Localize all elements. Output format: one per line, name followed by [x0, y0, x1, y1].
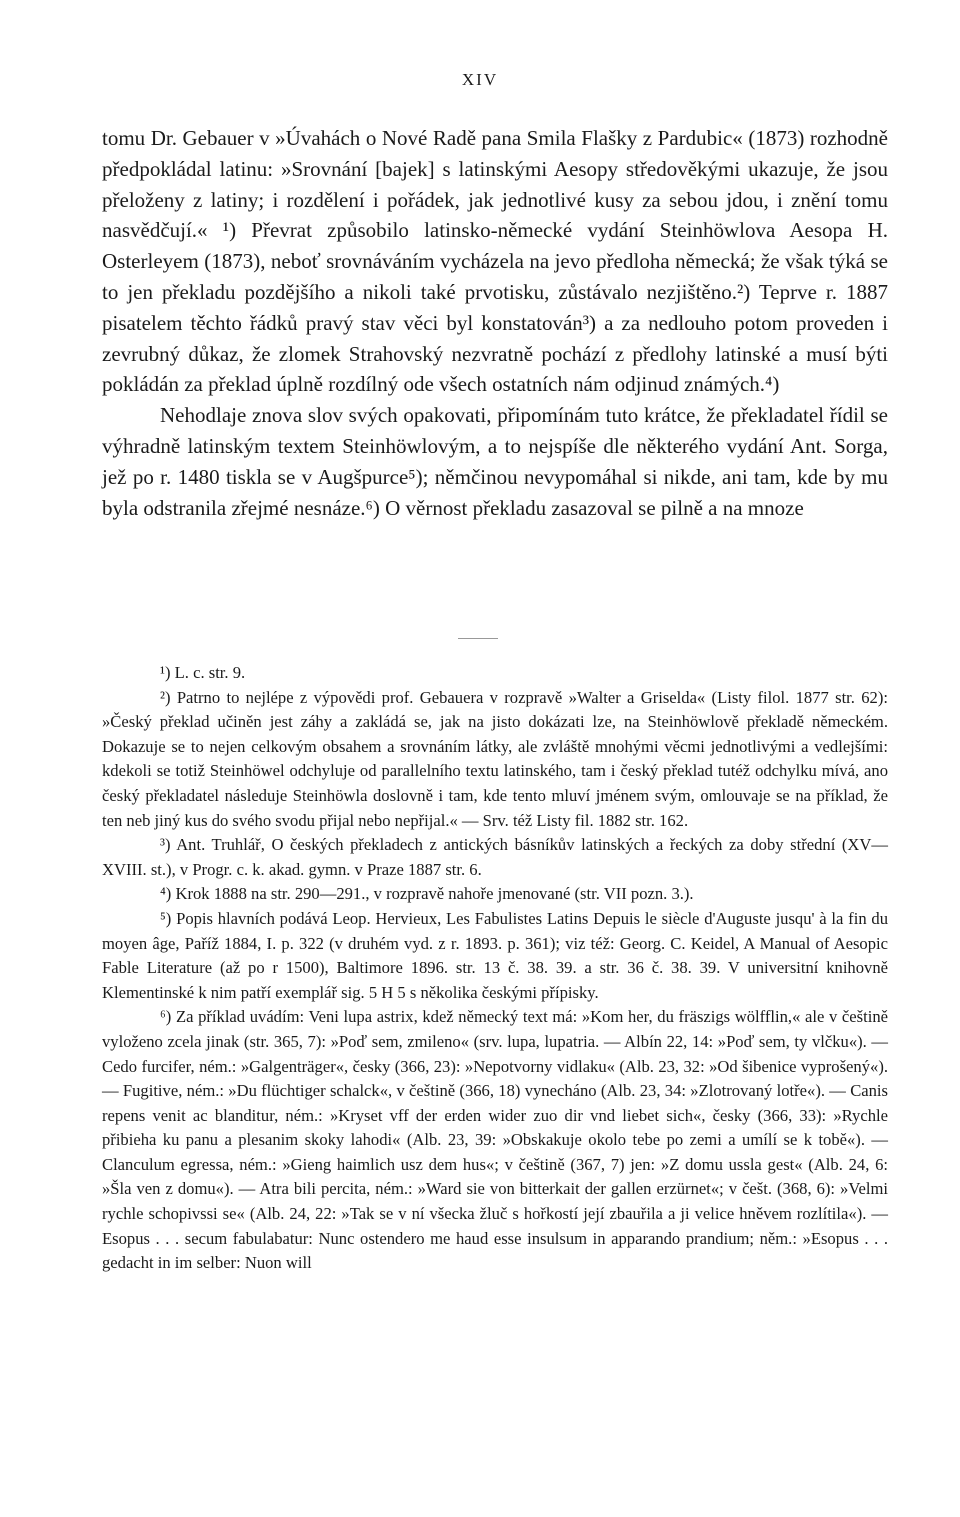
footnote-6: ⁶) Za příklad uvádím: Veni lupa astrix, kdež německý text má: »Kom her, du fräszigs wölfflin,« ale v češtině vyloženo zcela jinak (str. 365, 7): »Poď sem, zmileno« (srv. lupa, lupatria. — Albín 22, 14: »Poď sem, ty vlčku«). — Cedo furcifer, ném.: »Galgenträger«, česky (366, 23): »Nepotvorny vidlaku« (Alb. 23, 32: »Od šibenice vyprošený«). — Fugitive, ném.: »Du flüchtiger schalck«, v češtině (366, 18) vynecháno (Alb. 23, 34: »Zlotrovaný lotře«). — Canis repens venit ac blanditur, ném.: »Kryset vff der erden wider zuo dir vnd liebet sich«, česky (366, 33): »Rychle přibieha ku panu a plesanim skoky lahodi« (Alb. 23, 39: »Obskakuje okolo tebe po zemi a umílí se k tobě«). — Clanculum egressa, ném.: »Gieng haimlich usz dem hus«; v češtině (367, 7) jen: »Z domu ussla gest« (Alb. 24, 6: »Šla ven z domu«). — Atra bili percita, ném.: »Ward sie von bitterkait der gallen erzürnet«; v češt. (368, 6): »Velmi rychle schopivssi se« (Alb. 24, 22: »Tak se v ní všecka žluč s hořkostí její zbauřila a ji velice hněvem rozlítila«). — Esopus . . . secum fabulabatur: Nunc ostendero me haud esse insulsum in apparando prandium; něm.: »Esopus . . . gedacht in im selber: Nuon will	[102, 1007, 888, 1273]
paragraph: Nehodlaje znova slov svých opakovati, připomínám tuto krátce, že překladatel řídil se výhradně latinským textem Steinhöwlovým, a to nejspíše dle některého vydání Ant. Sorga, jež po r. 1480 tiskla se v Augšpurce⁵); němčinou nevypomáhal si nikde, ani tam, kde by mu byla odstranila zřejmé nesnáze.⁶) O věrnost překladu zasazoval se pilně a na mnoze	[102, 403, 888, 520]
footnotes	[102, 661, 888, 1276]
footnote-3: ³) Ant. Truhlář, O českých překladech z antických básníkův latinských a řeckých za doby střední (XV—XVIII. st.), v Progr. c. k. akad. gymn. v Praze 1887 str. 6.	[102, 835, 888, 879]
footnote-4: ⁴) Krok 1888 na str. 290—291., v rozpravě nahoře jmenované (str. VII pozn. 3.).	[160, 884, 694, 904]
page-number: XIV	[461, 70, 499, 89]
main-text	[102, 123, 888, 523]
footnote-1: ¹) L. c. str. 9.	[160, 663, 246, 682]
paragraph: tomu Dr. Gebauer v »Úvahách o Nové Radě pana Smila Flašky z Pardubic« (1873) rozhodně předpokládal latinu: »Srovnání [bajek] s latinskými Aesopy středověkými ukazuje, že jsou přeloženy z latiny; i rozdělení i pořádek, jak jednotlivé kusy za sebou jdou, i znění tomu nasvědčují.« ¹) Převrat způsobilo latinsko-německé vydání Steinhöwlova Aesopa H. Osterleyem (1873), neboť srovnáváním vycházela na jevo předloha německá; že však týká se to jen překladu pozdějšího a nikoli také prvotisku, zůstávalo nezjištěno.²) Teprve r. 1887 pisatelem těchto řádků pravý stav věci byl konstatován³) a za nedlouho potom proveden i zevrubný důkaz, že zlomek Strahovský nezvratně pochází z předlohy latinské a musí býti pokládán za překlad úplně rozdílný ode všech ostatních nám odjinud známých.⁴)	[102, 126, 888, 397]
footnote-2: ²) Patrno to nejlépe z výpovědi prof. Gebauera v rozpravě »Walter a Griselda« (Listy filol. 1877 str. 62): »Český překlad učiněn jest záhy a zakládá se, jak na jisto dokázati lze, na Steinhöwlově překladě německém. Dokazuje se to nejen celkovým obsahem a srovnáním látky, ale zvláště mnohými věcmi jednotlivými a vedlejšími: kdekoli se totiž Steinhöwel odchyluje od parallelního textu latinského, tam i český překlad tutéž odchylku mívá, ano český překladatel následuje Steinhöwla doslovně i tam, kde tento mluví jménem svým, omlouvaje se na příklad, že ten neb jiný kus do svého svodu přijal nebo nepřijal.« — Srv. též Listy fil. 1882 str. 162.	[102, 687, 888, 830]
footnote-divider	[458, 638, 498, 639]
footnote-5: ⁵) Popis hlavních podává Leop. Hervieux, Les Fabulistes Latins Depuis le siècle d'Auguste jusqu' à la fin du moyen âge, Paříž 1884, I. p. 322 (v druhém vyd. z r. 1893. p. 361); viz též: Georg. C. Keidel, A Manual of Aesopic Fable Literature (až po r 1500), Baltimore 1896. str. 13 č. 38. 39. a str. 36 č. 38. 39. V universitní knihovně Klementinské k nim patří exemplář sig. 5 H 5 s několika českými přípisky.	[102, 908, 888, 1002]
